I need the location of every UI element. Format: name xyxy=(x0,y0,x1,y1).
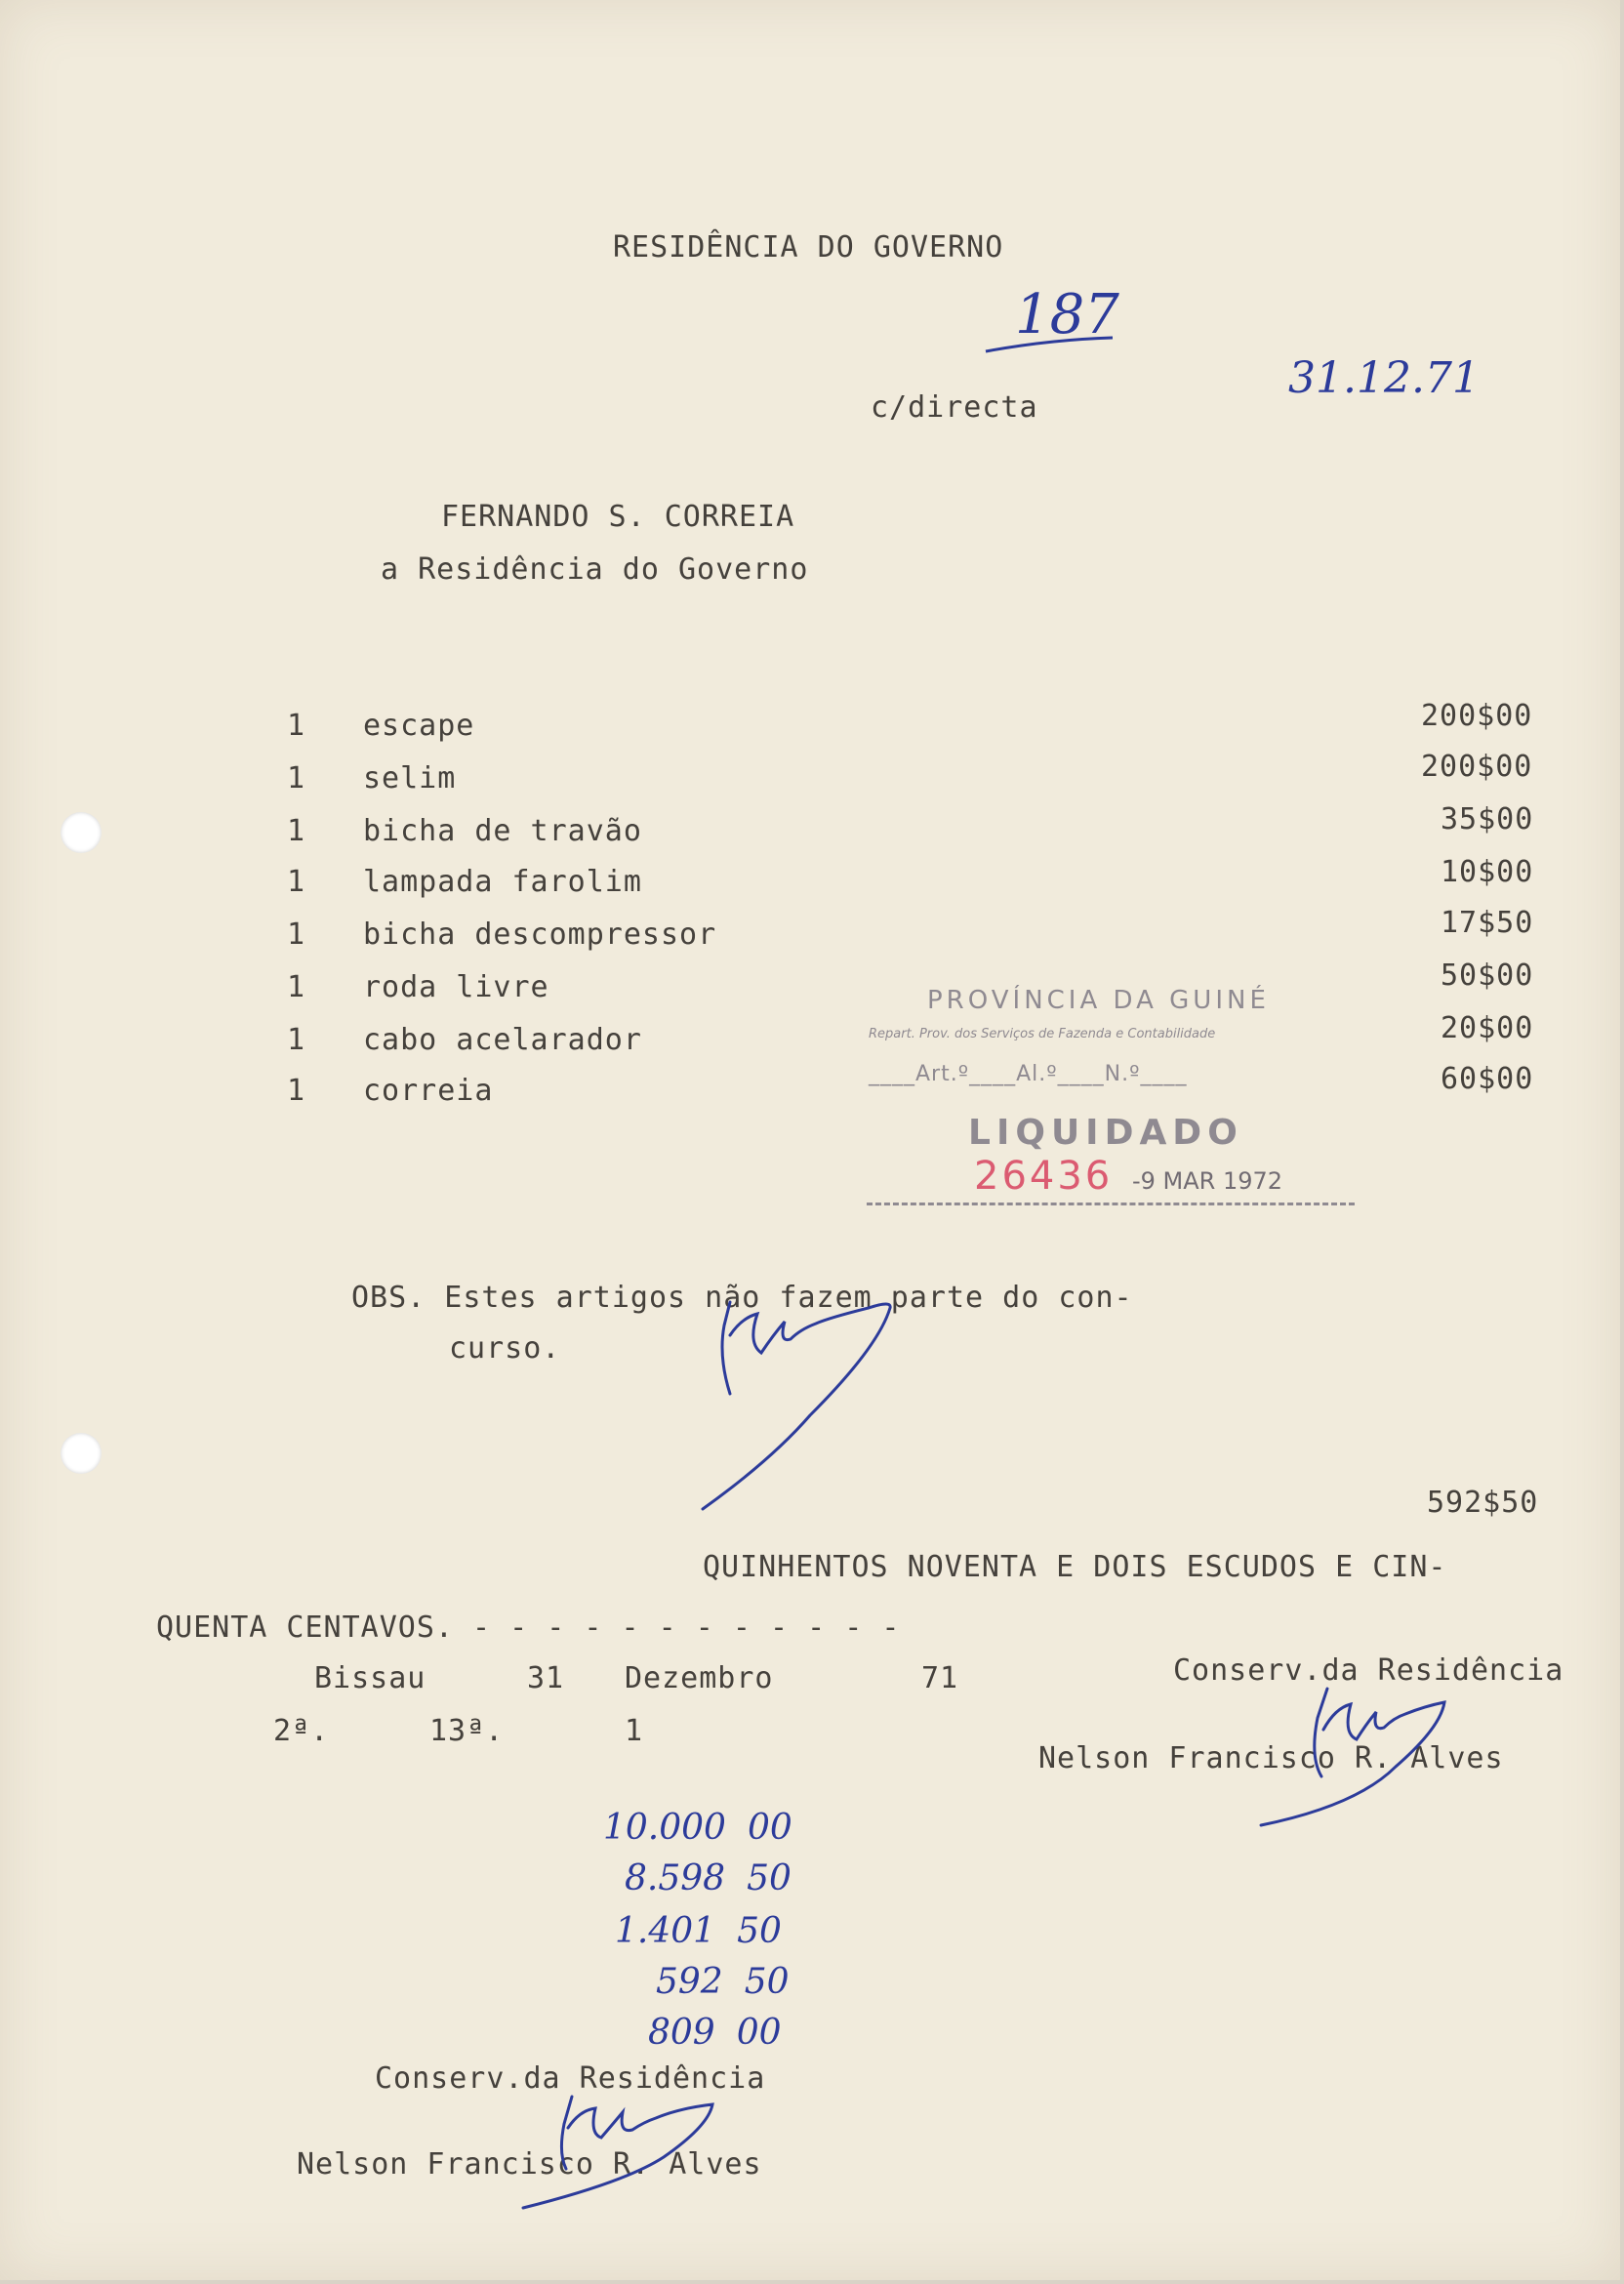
item-amount: 17$50 xyxy=(1441,906,1534,940)
item-qty: 1 xyxy=(287,1023,306,1057)
item-description: cabo acelarador xyxy=(363,1023,642,1057)
supplier-name: FERNANDO S. CORREIA xyxy=(441,500,795,534)
calc-units: 809 xyxy=(648,2013,715,2053)
item-description: escape xyxy=(363,709,475,743)
item-qty: 1 xyxy=(287,865,306,899)
item-description: bicha descompressor xyxy=(363,918,717,952)
item-qty: 1 xyxy=(287,970,306,1004)
calc-line xyxy=(615,1911,782,1951)
stamp-baseline xyxy=(867,1203,1355,1211)
signature-initials xyxy=(683,1279,917,1523)
calc-line xyxy=(603,1808,792,1848)
calc-cents: 00 xyxy=(747,1808,792,1848)
item-qty: 1 xyxy=(287,709,306,743)
document-number: 187 xyxy=(1015,283,1119,347)
stamp-field-al: Al.º xyxy=(1016,1062,1058,1086)
item-description: lampada farolim xyxy=(363,865,642,899)
signature-right xyxy=(1249,1669,1464,1835)
calc-units: 1.401 xyxy=(615,1911,716,1951)
calc-line xyxy=(656,1962,790,2002)
place-city: Bissau xyxy=(314,1661,426,1695)
punch-hole-top xyxy=(61,812,102,853)
calc-line xyxy=(625,1858,792,1898)
code-c: 1 xyxy=(625,1714,644,1748)
item-qty: 1 xyxy=(287,1074,306,1108)
page-title: RESIDÊNCIA DO GOVERNO xyxy=(613,230,1004,265)
item-amount: 200$00 xyxy=(1421,750,1533,784)
stamp-province: PROVÍNCIA DA GUINÉ xyxy=(927,986,1270,1015)
calc-cents: 00 xyxy=(736,2013,782,2053)
item-amount: 50$00 xyxy=(1441,958,1534,993)
stamp-department: Repart. Prov. dos Serviços de Fazenda e Contabilidade xyxy=(869,1027,1216,1041)
total-amount: 592$50 xyxy=(1427,1486,1539,1520)
stamp-number: 26436 xyxy=(974,1154,1114,1199)
stamp-field-n: N.º xyxy=(1104,1062,1141,1086)
item-amount: 20$00 xyxy=(1441,1011,1534,1045)
calc-cents: 50 xyxy=(737,1911,782,1951)
bottom-signatory-name: Nelson Francisco R. Alves xyxy=(297,2147,762,2182)
calc-units: 8.598 xyxy=(625,1858,726,1898)
place-day: 31 xyxy=(527,1661,565,1695)
punch-hole-bottom xyxy=(61,1433,102,1474)
item-amount: 35$00 xyxy=(1441,802,1534,836)
calc-cents: 50 xyxy=(744,1962,790,2002)
calc-units: 592 xyxy=(656,1962,723,2002)
stamp-field-art: Art.º xyxy=(915,1062,970,1086)
calc-cents: 50 xyxy=(747,1858,792,1898)
signature-bottom xyxy=(508,2079,742,2225)
payment-type: c/directa xyxy=(871,390,1038,425)
calc-line xyxy=(648,2013,782,2053)
stamp-status: LIQUIDADO xyxy=(968,1113,1243,1153)
recipient: a Residência do Governo xyxy=(381,552,809,587)
handwritten-date: 31.12.71 xyxy=(1288,353,1480,403)
liquidation-stamp xyxy=(859,986,1366,1240)
place-month: Dezembro xyxy=(625,1661,774,1695)
stamp-date: -9 MAR 1972 xyxy=(1132,1167,1283,1195)
signatory-name: Nelson Francisco R. Alves xyxy=(1038,1741,1504,1775)
place-year: 71 xyxy=(921,1661,959,1695)
item-qty: 1 xyxy=(287,814,306,848)
total-in-words-line-2: QUENTA CENTAVOS. - - - - - - - - - - - - xyxy=(156,1611,901,1645)
total-in-words-line-1: QUINHENTOS NOVENTA E DOIS ESCUDOS E CIN- xyxy=(703,1550,1447,1584)
code-b: 13ª. xyxy=(429,1714,505,1748)
observation-line-2: curso. xyxy=(449,1331,561,1366)
observation-line-1: OBS. Estes artigos não fazem parte do con- xyxy=(351,1281,1133,1315)
calc-units: 10.000 xyxy=(603,1808,726,1848)
item-qty: 1 xyxy=(287,761,306,795)
bottom-signatory-title: Conserv.da Residência xyxy=(375,2061,766,2096)
item-description: bicha de travão xyxy=(363,814,642,848)
code-a: 2ª. xyxy=(273,1714,330,1748)
stamp-fields: ____Art.º____Al.º____N.º____ xyxy=(869,1062,1188,1086)
number-underline xyxy=(981,330,1117,359)
signatory-title: Conserv.da Residência xyxy=(1173,1653,1564,1688)
item-amount: 200$00 xyxy=(1421,699,1533,733)
item-description: correia xyxy=(363,1074,494,1108)
item-description: selim xyxy=(363,761,457,795)
item-amount: 10$00 xyxy=(1441,855,1534,889)
item-qty: 1 xyxy=(287,918,306,952)
item-description: roda livre xyxy=(363,970,549,1004)
item-amount: 60$00 xyxy=(1441,1062,1534,1096)
